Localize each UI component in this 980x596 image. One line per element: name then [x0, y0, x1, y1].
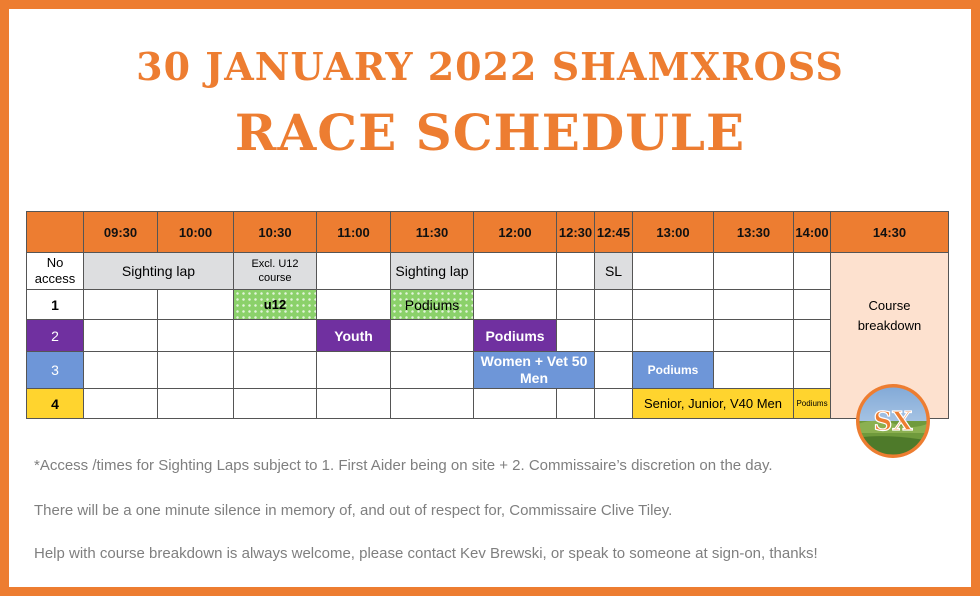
empty-cell: [557, 389, 595, 419]
sighting-lap-block: Sighting lap: [391, 253, 474, 290]
empty-cell: [595, 352, 633, 389]
group-1-row: [27, 290, 949, 320]
empty-cell: [474, 389, 557, 419]
time-header: 14:00: [794, 212, 831, 253]
empty-cell: [714, 253, 794, 290]
time-header: 10:30: [234, 212, 317, 253]
senior-junior-v40-race-block: Senior, Junior, V40 Men: [633, 389, 794, 419]
time-header: 12:45: [595, 212, 633, 253]
sighting-lap-note: *Access /times for Sighting Laps subject to 1. First Aider being on site + 2. Commissaire’s discretion on the day.: [34, 457, 773, 474]
empty-cell: [474, 253, 557, 290]
time-header: 11:00: [317, 212, 391, 253]
empty-cell: [158, 320, 234, 352]
empty-cell: [714, 290, 794, 320]
empty-cell: [595, 320, 633, 352]
empty-cell: [633, 320, 714, 352]
podiums-block: Podiums: [794, 389, 831, 419]
empty-cell: [391, 389, 474, 419]
empty-cell: [158, 290, 234, 320]
empty-cell: [557, 253, 595, 290]
sighting-lap-block: Sighting lap: [84, 253, 234, 290]
row-label-group-4: 4: [27, 389, 84, 419]
row-label-group-3: 3: [27, 352, 84, 389]
sl-block: SL: [595, 253, 633, 290]
empty-cell: [714, 320, 794, 352]
logo-text: SX: [873, 407, 913, 437]
podiums-block: Podiums: [633, 352, 714, 389]
empty-cell: [234, 389, 317, 419]
empty-cell: [794, 320, 831, 352]
empty-cell: [317, 352, 391, 389]
empty-cell: [633, 253, 714, 290]
no-access-row: [27, 253, 949, 290]
empty-cell: [474, 290, 557, 320]
empty-cell: [317, 253, 391, 290]
empty-cell: [595, 290, 633, 320]
empty-cell: [158, 352, 234, 389]
empty-cell: [557, 290, 595, 320]
women-vet50-race-block: [474, 352, 595, 389]
time-header: 12:30: [557, 212, 595, 253]
time-header-row: [27, 212, 949, 253]
event-title: 30 JANUARY 2022 SHAMXROSS: [136, 44, 844, 89]
empty-cell: [84, 320, 158, 352]
schedule-title: RACE SCHEDULE: [234, 103, 746, 162]
empty-cell: [234, 352, 317, 389]
group-4-row: [27, 389, 949, 419]
u12-race-block: [234, 290, 317, 320]
empty-cell: [84, 290, 158, 320]
empty-cell: [794, 290, 831, 320]
group-3-row: [27, 352, 949, 389]
time-header: 10:00: [158, 212, 234, 253]
empty-cell: [84, 352, 158, 389]
empty-cell: [391, 320, 474, 352]
empty-cell: [633, 290, 714, 320]
row-label-group-2: 2: [27, 320, 84, 352]
youth-race-block: Youth: [317, 320, 391, 352]
empty-cell: [714, 352, 794, 389]
women-vet50-label: Women + Vet 50 Men: [480, 353, 588, 386]
empty-cell: [158, 389, 234, 419]
time-header: 12:00: [474, 212, 557, 253]
empty-cell: [794, 352, 831, 389]
race-schedule-table: [26, 211, 949, 419]
group-2-row: [27, 320, 949, 352]
time-header: 13:30: [714, 212, 794, 253]
u12-label: u12: [263, 297, 287, 312]
course-breakdown-help-note: Help with course breakdown is always welcome, please contact Kev Brewski, or speak to someone at sign-on, thanks!: [34, 545, 818, 562]
podiums-block: Podiums: [391, 290, 474, 320]
empty-cell: [794, 253, 831, 290]
empty-cell: [557, 320, 595, 352]
time-header: 11:30: [391, 212, 474, 253]
empty-cell: [391, 352, 474, 389]
podiums-block: Podiums: [474, 320, 557, 352]
empty-cell: [84, 389, 158, 419]
header-corner-cell: [27, 212, 84, 253]
row-label-group-1: 1: [27, 290, 84, 320]
minute-silence-note: There will be a one minute silence in memory of, and out of respect for, Commissaire Clive Tiley.: [34, 502, 673, 519]
time-header: 13:00: [633, 212, 714, 253]
empty-cell: [317, 290, 391, 320]
sx-logo-icon: [855, 383, 931, 459]
empty-cell: [317, 389, 391, 419]
empty-cell: [234, 320, 317, 352]
row-label-no-access: No access: [27, 253, 84, 290]
course-breakdown-label: Course breakdown: [857, 297, 922, 333]
time-header: 09:30: [84, 212, 158, 253]
empty-cell: [595, 389, 633, 419]
excl-u12-course-block: Excl. U12 course: [234, 253, 317, 290]
time-header: 14:30: [831, 212, 949, 253]
